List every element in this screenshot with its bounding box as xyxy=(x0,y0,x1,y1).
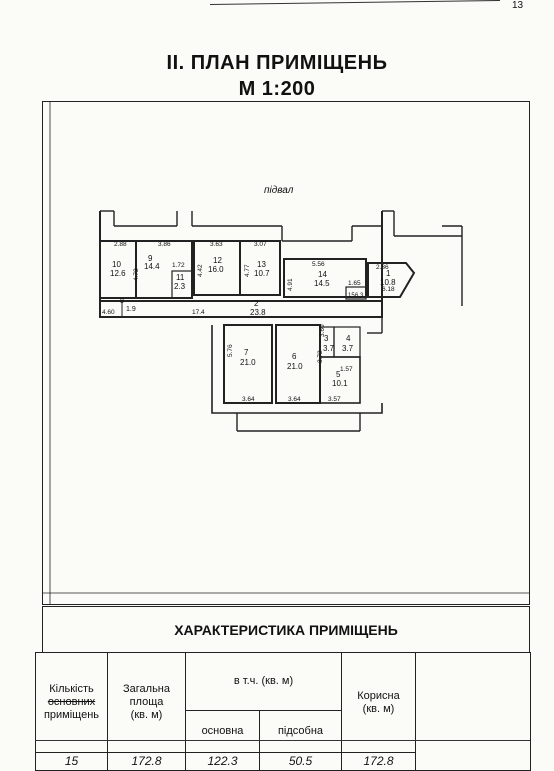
scan-edge-line xyxy=(210,0,500,5)
room-area: 21.0 xyxy=(240,358,256,367)
dimension-label: 3.64 xyxy=(288,396,301,403)
table-header-row xyxy=(36,653,531,711)
dimension-label: 4.60 xyxy=(102,309,115,316)
room-area: 1.9 xyxy=(126,306,136,313)
dimension-label: 3.64 xyxy=(242,396,255,403)
room-area: 12.6 xyxy=(110,269,126,278)
room-area: 14.5 xyxy=(314,279,330,288)
room-area: 10.1 xyxy=(332,379,348,388)
room-area: 14.4 xyxy=(144,262,160,271)
room-area: 16.0 xyxy=(208,265,224,274)
dimension-label: 5.56 xyxy=(312,261,325,268)
room-area: 21.0 xyxy=(287,362,303,371)
value-total-area: 172.8 xyxy=(108,753,186,771)
dimension-label: 3.57 xyxy=(328,396,341,403)
room-number: 4 xyxy=(346,334,351,343)
page-title: ІІ. ПЛАН ПРИМІЩЕНЬ xyxy=(166,52,388,74)
header-including: в т.ч. (кв. м) xyxy=(186,653,342,711)
dimension-label: 6.18 xyxy=(382,286,395,293)
floor-plan xyxy=(42,101,530,605)
empty-column xyxy=(416,653,531,771)
value-count: 15 xyxy=(36,753,108,771)
header-total-area: Загальна площа (кв. м) xyxy=(108,653,186,753)
characteristics-title: ХАРАКТЕРИСТИКА ПРИМІЩЕНЬ xyxy=(42,606,530,652)
value-aux-area: 50.5 xyxy=(260,753,342,771)
room-number: 7 xyxy=(244,348,249,357)
dimension-label: 4.91 xyxy=(287,278,294,291)
room-number: 15 xyxy=(348,293,355,299)
dimension-label: 1.65 xyxy=(348,280,361,287)
room-area: 6.3 xyxy=(355,293,364,299)
room-area: 3.7 xyxy=(323,344,335,353)
dimension-label: 2.36 xyxy=(376,264,389,271)
room-number: 5 xyxy=(336,370,341,379)
room-number: 3 xyxy=(324,334,329,343)
value-useful-area: 172.8 xyxy=(342,753,416,771)
floor-label: підвал xyxy=(264,185,294,196)
room-area: 10.7 xyxy=(254,269,270,278)
dimension-label: 5.76 xyxy=(227,344,234,357)
dimension-label: 3.72 xyxy=(317,350,324,363)
room-number: 9 xyxy=(148,254,153,263)
room-area: 3.7 xyxy=(342,344,354,353)
dimension-label: 3.63 xyxy=(210,241,223,248)
dimension-label: 1.57 xyxy=(340,366,353,373)
header-count: Кількість основних приміщень xyxy=(36,653,108,753)
corner-mark: 13 xyxy=(512,0,524,11)
header-aux-area: підсобна xyxy=(260,711,342,753)
room-number: 11 xyxy=(176,273,185,282)
value-main-area: 122.3 xyxy=(186,753,260,771)
dimension-label: 1.72 xyxy=(172,262,185,269)
header-main-area: основна xyxy=(186,711,260,753)
room-area: 23.8 xyxy=(250,308,266,317)
room-number: 6 xyxy=(292,352,297,361)
dimension-label: 3.07 xyxy=(254,241,267,248)
room-number: 8 xyxy=(120,298,124,305)
room-number: 2 xyxy=(254,299,259,308)
bottom-rule xyxy=(35,740,530,741)
room-number: 1 xyxy=(386,269,391,278)
room-number: 10 xyxy=(112,260,121,269)
room-area: 2.3 xyxy=(174,282,186,291)
dimension-label: 3.86 xyxy=(158,241,171,248)
room-number: 12 xyxy=(213,256,222,265)
room-area: 10.8 xyxy=(380,278,396,287)
dimension-label: 17.4 xyxy=(192,309,205,316)
scale-label: М 1:200 xyxy=(238,78,316,100)
room-number: 13 xyxy=(257,260,266,269)
dimension-label: 3.60 xyxy=(319,324,326,337)
characteristics-table xyxy=(35,652,531,771)
dimension-label: 2.88 xyxy=(114,241,127,248)
room-number: 14 xyxy=(318,270,327,279)
dimension-label: 4.72 xyxy=(133,268,140,281)
dimension-label: 4.42 xyxy=(197,264,204,277)
header-useful-area: Корисна (кв. м) xyxy=(342,653,416,753)
dimension-label: 4.77 xyxy=(244,264,251,277)
